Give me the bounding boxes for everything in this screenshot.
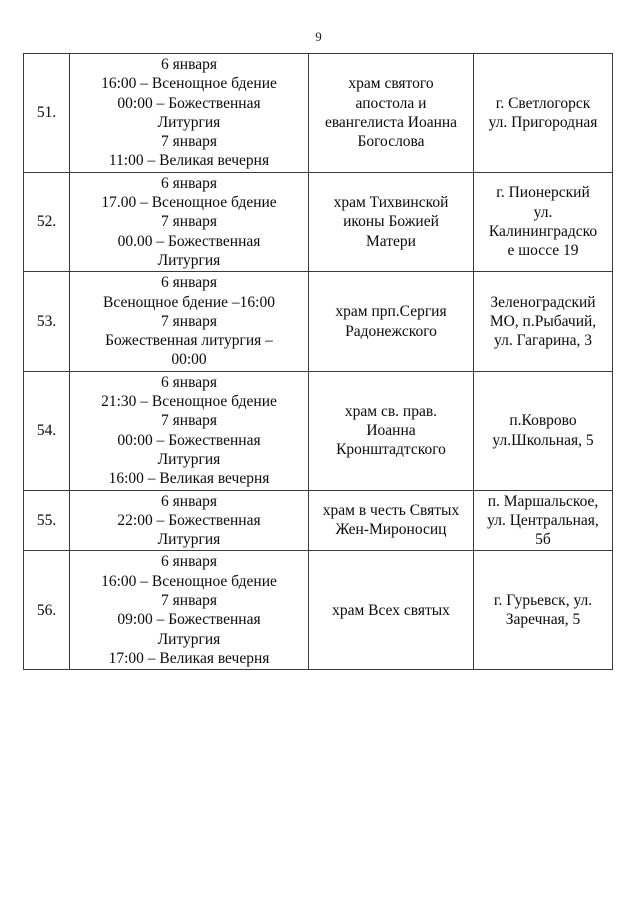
- text-line: п. Маршальское,: [487, 492, 599, 510]
- text-line: 17.00 – Всенощное бдение: [101, 194, 277, 212]
- table-row: [24, 272, 613, 371]
- text-line: Кронштадтского: [336, 441, 446, 459]
- schedule-cell: [70, 551, 309, 670]
- schedule-table-body: [24, 54, 613, 670]
- text-line: 7 января: [161, 312, 217, 330]
- row-number: 55.: [24, 490, 70, 551]
- row-number: 51.: [24, 54, 70, 173]
- church-cell: [309, 172, 474, 271]
- text-line: 00:00 – Божественная: [117, 431, 261, 449]
- text-line: 6 января: [161, 56, 217, 73]
- schedule-cell: [70, 371, 309, 490]
- text-line: 5б: [535, 531, 551, 549]
- text-line: ул.: [533, 203, 553, 221]
- row-number: 54.: [24, 371, 70, 490]
- row-number: 52.: [24, 172, 70, 271]
- address-cell: [474, 490, 613, 551]
- text-line: ул. Пригородная: [488, 113, 598, 131]
- text-line: Калининградско: [488, 223, 598, 241]
- text-line: евангелиста Иоанна: [324, 113, 458, 131]
- table-row: [24, 54, 613, 173]
- text-line: 00:00 – Божественная: [117, 94, 261, 112]
- table-row: [24, 551, 613, 670]
- church-cell: [309, 371, 474, 490]
- text-line: Всенощное бдение –16:00: [103, 293, 275, 311]
- schedule-cell: [70, 490, 309, 551]
- text-line: ул. Гагарина, 3: [494, 332, 592, 350]
- church-cell: [309, 490, 474, 551]
- address-cell: [474, 551, 613, 670]
- schedule-cell: [70, 54, 309, 173]
- text-line: 00.00 – Божественная: [117, 232, 261, 250]
- schedule-cell: [70, 172, 309, 271]
- text-line: иконы Божией: [343, 213, 439, 231]
- address-cell: [474, 371, 613, 490]
- text-line: Богослова: [357, 133, 425, 151]
- text-line: 17:00 – Великая вечерня: [108, 649, 270, 667]
- text-line: Литургия: [157, 531, 221, 549]
- text-line: 7 января: [161, 412, 217, 430]
- text-line: 7 января: [161, 213, 217, 231]
- church-cell: [309, 54, 474, 173]
- text-line: Матери: [366, 232, 416, 250]
- text-line: Божественная литургия –: [105, 332, 273, 350]
- row-number: 53.: [24, 272, 70, 371]
- table-row: [24, 371, 613, 490]
- address-cell: [474, 172, 613, 271]
- text-line: храм Всех святых: [332, 601, 450, 619]
- text-line: 00:00: [171, 351, 207, 369]
- text-line: 6 января: [161, 373, 217, 391]
- text-line: храм Тихвинской: [333, 194, 449, 212]
- text-line: ул.Школьная, 5: [492, 431, 594, 449]
- text-line: Иоанна: [366, 421, 416, 439]
- text-line: 16:00 – Всенощное бдение: [101, 75, 277, 93]
- text-line: 6 января: [161, 174, 217, 192]
- text-line: храм святого: [348, 75, 434, 93]
- church-cell: [309, 551, 474, 670]
- text-line: МО, п.Рыбачий,: [489, 312, 597, 330]
- text-line: апостола и: [355, 94, 427, 112]
- page-number: 9: [315, 29, 322, 44]
- text-line: храм прп.Сергия: [335, 303, 447, 321]
- text-line: Литургия: [157, 450, 221, 468]
- text-line: 21:30 – Всенощное бдение: [101, 393, 277, 411]
- text-line: 11:00 – Великая вечерня: [108, 152, 270, 170]
- text-line: 7 января: [161, 133, 217, 151]
- row-number: 56.: [24, 551, 70, 670]
- text-line: 22:00 – Божественная: [117, 511, 261, 529]
- church-cell: [309, 272, 474, 371]
- text-line: г. Пионерский: [496, 184, 590, 202]
- text-line: Зеленоградский: [490, 293, 596, 311]
- text-line: ул. Центральная,: [487, 511, 599, 529]
- address-cell: [474, 272, 613, 371]
- text-line: 6 января: [161, 553, 217, 571]
- text-line: 6 января: [161, 274, 217, 292]
- text-line: 7 января: [161, 592, 217, 610]
- schedule-cell: [70, 272, 309, 371]
- text-line: 16:00 – Всенощное бдение: [101, 572, 277, 590]
- service-schedule-table: [23, 53, 613, 670]
- text-line: е шоссе 19: [507, 242, 579, 260]
- text-line: Литургия: [157, 113, 221, 131]
- text-line: Жен-Мироносиц: [335, 521, 447, 539]
- text-line: Литургия: [157, 251, 221, 269]
- table-row: [24, 490, 613, 551]
- text-line: Литургия: [157, 630, 221, 648]
- text-line: храм св. прав.: [344, 402, 438, 420]
- table-row: [24, 172, 613, 271]
- text-line: п.Коврово: [509, 412, 577, 430]
- text-line: храм в честь Святых: [322, 502, 460, 520]
- text-line: 16:00 – Великая вечерня: [108, 470, 270, 488]
- text-line: г. Светлогорск: [495, 94, 591, 112]
- text-line: 6 января: [161, 492, 217, 510]
- address-cell: [474, 54, 613, 173]
- text-line: 09:00 – Божественная: [117, 611, 261, 629]
- text-line: г. Гурьевск, ул.: [493, 592, 593, 610]
- text-line: Заречная, 5: [505, 611, 581, 629]
- text-line: Радонежского: [345, 322, 437, 340]
